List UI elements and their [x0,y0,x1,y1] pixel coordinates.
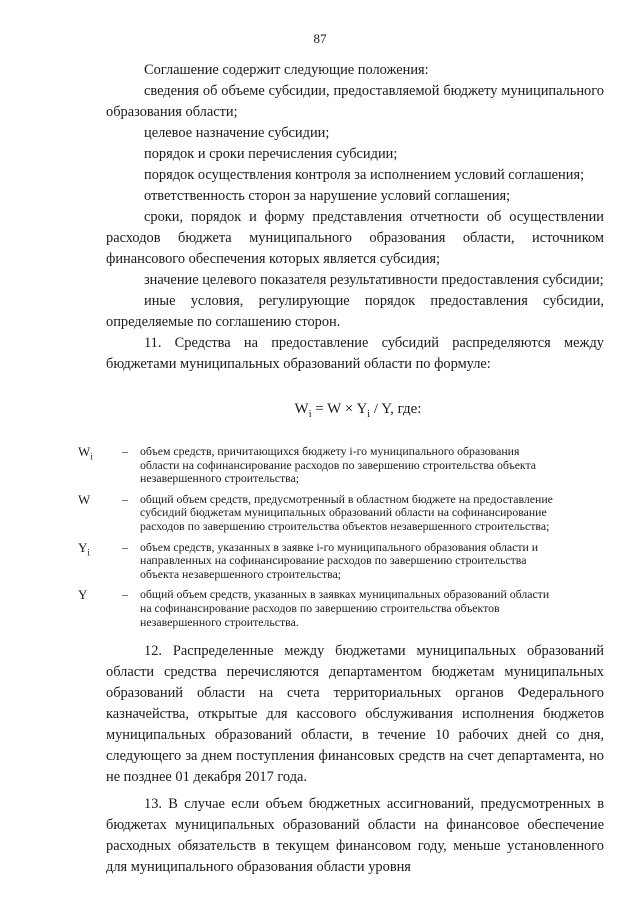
definition-dash: – [122,491,128,506]
definition-symbol: $W_i$ [78,444,93,462]
formula-lhs: W [294,401,309,417]
paragraph: порядок осуществления контроля за исполнением условий соглашения; [144,167,585,183]
definition-row [78,588,598,629]
paragraph: порядок и сроки перечисления субсидии; [144,146,398,162]
formula-rest: / Y, где: [370,401,422,417]
paragraph: сведения об объеме субсидии, предоставляемой бюджету муниципального образования области; [106,83,604,120]
paragraph-12: 12. Распределенные между бюджетами муниципальных образований области средства перечисляются департаментом бюджетам муниципальных образований области на счета территориальных органов Федерального казначейства, открытые для кассового обслуживания исполнения бюджетов муниципальных образований области, в течение 10 рабочих дней со дня, следующего за днем поступления финансовых средств на счет департамента, но не позднее 01 декабря 2017 года. [106,643,604,786]
paragraph-13: 13. В случае если объем бюджетных ассигнований, предусмотренных в бюджетах муниципальных образований области на финансовое обеспечение расходных обязательств в текущем финансовом году, меньше установленного для муниципального образования области уровня [106,796,604,876]
definition-text: объем средств, причитающихся бюджету i-го муниципального образования области на софинансирование расходов по завершению строительства объекта незавершенного строительства; [140,444,537,486]
definition-dash: – [122,539,128,554]
definition-text: общий объем средств, предусмотренный в областном бюджете на предоставление субсидий бюджетам муниципальных образований области на софинансирование расходов по завершению строительства объектов незавершенного строительства; [140,491,553,533]
formula-mid-sub: i [367,409,371,420]
definition-dash: – [122,587,128,602]
paragraph: значение целевого показателя результативности предоставления субсидии; [144,272,604,288]
definition-dash: – [122,444,128,458]
definition-row [78,541,598,582]
paragraph: Соглашение содержит следующие положения: [144,62,429,78]
definition-text: объем средств, указанных в заявке i-го муниципального образования области и направленных на софинансирование расходов по завершению строительства объекта незавершенного строительства; [140,539,539,581]
formula-definitions [78,445,598,629]
paragraph: ответственность сторон за нарушение условий соглашения; [144,188,511,204]
definition-row [78,445,598,486]
definition-symbol: Y [78,587,88,603]
definition-row [78,493,598,534]
page-number: 87 [313,31,327,46]
distribution-formula [106,399,604,425]
definition-symbol: $Y_i$ [78,539,90,558]
definition-text: общий объем средств, указанных в заявках муниципальных образований области на софинансирование расходов по завершению строительства объектов незавершенного строительства. [140,587,550,629]
formula-mid: = W × Y [311,401,368,417]
definition-symbol: W [78,491,91,507]
paragraph-11: 11. Средства на предоставление субсидий распределяются между бюджетами муниципальных образований области по формуле: [106,335,604,372]
document-body [78,60,604,878]
paragraph: сроки, порядок и форму представления отчетности об осуществлении расходов бюджета муниципального образования области, источником финансового обеспечения которых является субсидия; [106,209,604,267]
paragraph: иные условия, регулирующие порядок предоставления субсидии, определяемые по соглашению сторон. [106,293,604,330]
formula-lhs-sub: i [308,409,312,420]
paragraph: целевое назначение субсидии; [144,125,330,141]
